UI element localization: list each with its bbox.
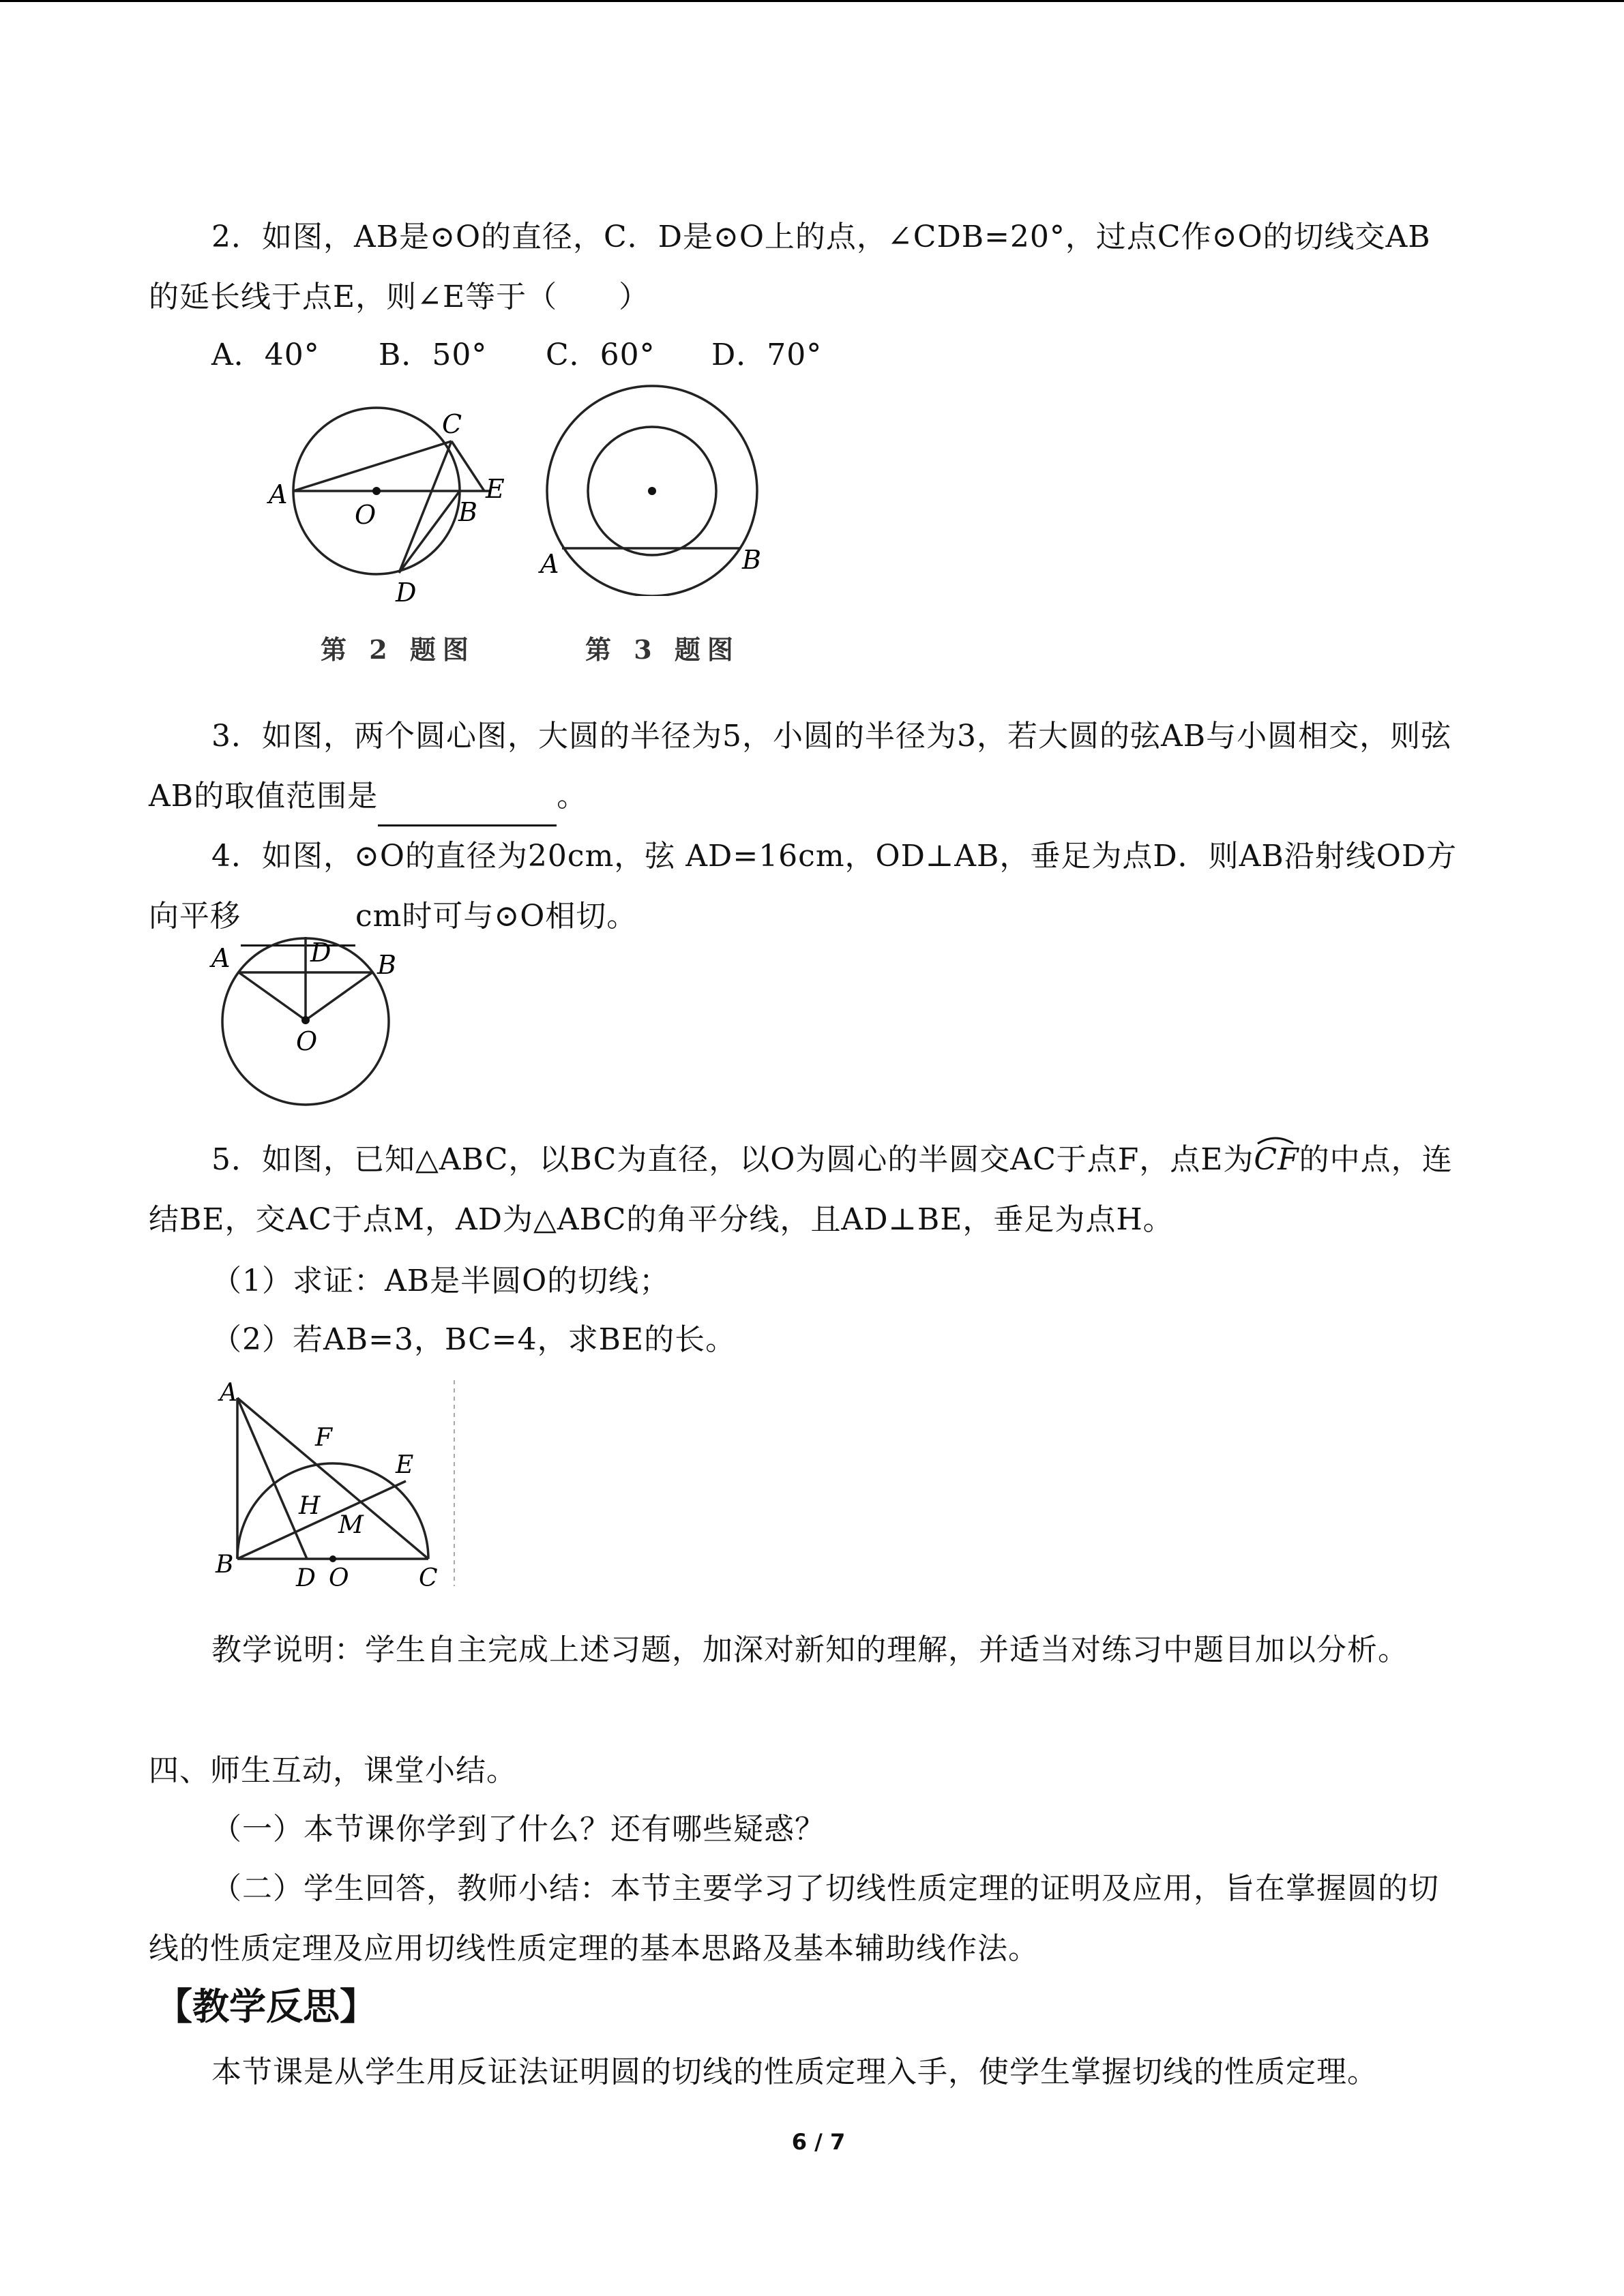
fig2-chord-cd bbox=[399, 441, 452, 573]
fig3-label-b: B bbox=[742, 545, 761, 575]
figure-2-circle-tangent bbox=[266, 402, 525, 607]
page-number: 6 / 7 bbox=[791, 2129, 846, 2155]
section-4-title: 四、师生互动，课堂小结。 bbox=[149, 1753, 517, 1788]
fig4-segment-ob bbox=[306, 972, 372, 1020]
fig4-label-a: A bbox=[211, 943, 231, 973]
reflection-heading: 【教学反思】 bbox=[156, 1985, 377, 2028]
question-4-text: 4．如图，⊙O的直径为20cm，弦 AD=16cm，OD⊥AB，垂足为点D．则AB沿射线OD方向平移 cm时可与⊙O相切。 bbox=[149, 826, 1458, 946]
fig5-label-f: F bbox=[315, 1424, 332, 1452]
fig2-label-e: E bbox=[486, 474, 505, 504]
fig5-label-o: O bbox=[329, 1564, 349, 1590]
fig5-label-d: D bbox=[296, 1564, 316, 1590]
fig5-label-h: H bbox=[299, 1492, 321, 1520]
option-c: C．60° bbox=[546, 338, 655, 372]
reflection-text: 本节课是从学生用反证法证明圆的切线的性质定理入手，使学生掌握切线的性质定理。 bbox=[211, 2055, 1378, 2089]
fig2-label-d: D bbox=[396, 578, 417, 607]
question-5-part-2: （2）若AB=3，BC=4，求BE的长。 bbox=[211, 1322, 737, 1357]
page-top-border bbox=[0, 0, 1624, 2]
figure-4-circle-chord bbox=[205, 927, 409, 1112]
fig5-label-m: M bbox=[338, 1511, 364, 1539]
figure-2-caption: 第 2 题图 bbox=[321, 634, 475, 665]
fig4-label-d: D bbox=[310, 938, 331, 968]
option-d: D．70° bbox=[711, 338, 823, 372]
fig4-center-dot bbox=[301, 1016, 310, 1024]
fig5-label-b: B bbox=[216, 1551, 234, 1579]
fig2-label-a: A bbox=[269, 479, 288, 509]
teaching-note: 教学说明：学生自主完成上述习题，加深对新知的理解，并适当对练习中题目加以分析。 bbox=[211, 1632, 1408, 1667]
option-a: A．40° bbox=[211, 338, 320, 372]
question-5-part-1: （1）求证：AB是半圆O的切线； bbox=[211, 1264, 670, 1298]
arc-mark-icon bbox=[1255, 1133, 1296, 1146]
fig2-label-o: O bbox=[355, 500, 377, 530]
answer-blank-q3[interactable] bbox=[378, 792, 557, 826]
fig2-label-b: B bbox=[458, 497, 477, 527]
figure-3-caption: 第 3 题图 bbox=[585, 634, 740, 665]
section-4-item-1: （一）本节课你学到了什么？还有哪些疑惑？ bbox=[211, 1812, 825, 1847]
fig2-label-c: C bbox=[442, 409, 462, 439]
figure-3-concentric-circles bbox=[532, 382, 791, 600]
fig5-label-a: A bbox=[220, 1379, 237, 1407]
fig5-center-dot bbox=[329, 1555, 336, 1562]
section-4-item-2: （二）学生回答，教师小结：本节主要学习了切线性质定理的证明及应用，旨在掌握圆的切线的性质定理及应用切线性质定理的基本思路及基本辅助线作法。 bbox=[149, 1871, 1439, 1966]
fig2-chord-bd bbox=[399, 491, 460, 573]
fig2-center-dot bbox=[372, 487, 381, 495]
fig4-segment-oa bbox=[239, 972, 306, 1020]
figure-5-semicircle-triangle bbox=[211, 1371, 464, 1590]
question-2-text: 2．如图，AB是⊙O的直径，C．D是⊙O上的点，∠CDB=20°，过点C作⊙O的切线交AB的延长线于点E，则∠E等于（ ） bbox=[149, 220, 1431, 314]
question-3-text: 3．如图，两个圆心图，大圆的半径为5，小圆的半径为3，若大圆的弦AB与小圆相交，则弦AB的取值范围是 。 bbox=[149, 706, 1458, 826]
fig3-center-dot bbox=[648, 487, 656, 495]
fig3-label-a: A bbox=[540, 549, 559, 579]
fig4-label-b: B bbox=[377, 950, 396, 980]
fig5-label-c: C bbox=[419, 1564, 438, 1590]
fig5-bisector-ad bbox=[237, 1398, 307, 1559]
fig5-label-e: E bbox=[396, 1451, 414, 1479]
option-b: B．50° bbox=[379, 338, 488, 372]
question-5-text: 5．如图，已知△ABC，以BC为直径，以O为圆心的半圆交AC于点F，点E为 CF的中点，连结BE，交AC于点M，AD为△ABC的角平分线，且AD⊥BE，垂足为点H。 bbox=[149, 1130, 1458, 1250]
fig2-chord-ac bbox=[293, 441, 452, 491]
arc-cf: CF bbox=[1254, 1142, 1299, 1177]
fig4-label-o: O bbox=[296, 1026, 318, 1056]
